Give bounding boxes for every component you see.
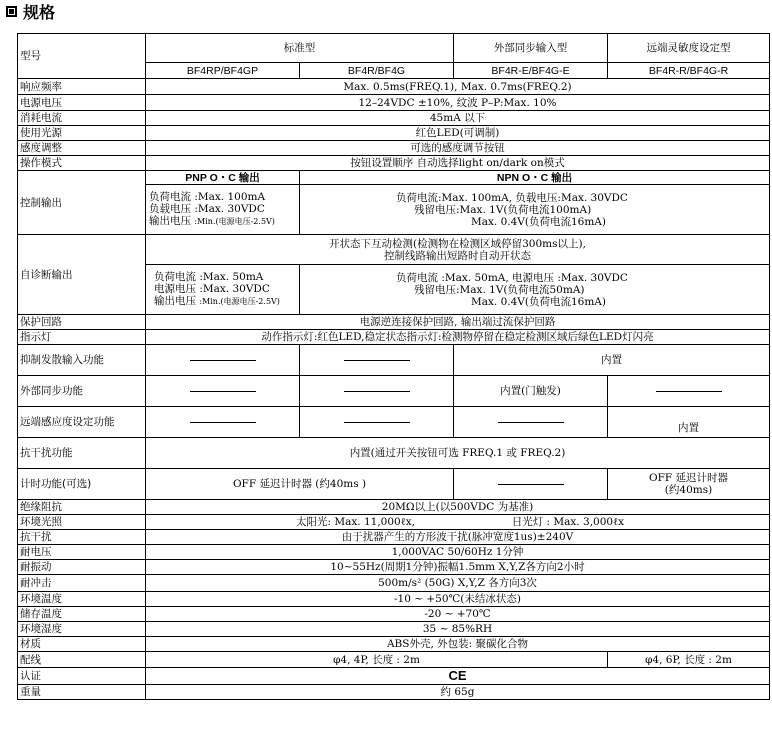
insulation-value: 20MΩ以上(以500VDC 为基准)	[146, 500, 770, 515]
section-title: 规格	[23, 2, 56, 22]
row-label: 绝缘阻抗	[18, 500, 146, 515]
selfdiag-min: :Min.(电源电压-2.5V)	[199, 297, 280, 306]
table-row	[18, 376, 770, 407]
model-label: 型号	[18, 34, 146, 79]
lamp-value: 日光灯 : Max. 3,000ℓx	[511, 516, 625, 528]
row-label: 储存温度	[18, 607, 146, 622]
table-row	[18, 500, 770, 515]
timer-remote-line: (约40ms)	[664, 484, 713, 496]
protection-value: 电源逆连接保护回路, 输出端过流保护回路	[146, 315, 770, 330]
table-row	[18, 515, 770, 530]
model-a: BF4RP/BF4GP	[146, 63, 300, 79]
dash-cell	[454, 469, 608, 500]
table-row	[18, 141, 770, 156]
row-label: 耐电压	[18, 545, 146, 560]
pnp-min: :Min.(电源电压-2.5V)	[194, 217, 275, 226]
antiinterference-value: 内置(通过开关按钮可选 FREQ.1 或 FREQ.2)	[146, 438, 770, 469]
row-label: 响应频率	[18, 79, 146, 95]
dash-line	[498, 422, 564, 423]
sensitivity-value: 可选的感度调节按钮	[146, 141, 770, 156]
ce-mark-icon: CE	[146, 668, 770, 685]
pnp-specs	[146, 185, 300, 235]
cable-value-a: φ4, 4P, 长度 : 2m	[146, 652, 608, 668]
row-label: 抗干扰功能	[18, 438, 146, 469]
section-heading	[6, 0, 55, 22]
row-label: 感度调整	[18, 141, 146, 156]
row-label: 远端感应度设定功能	[18, 407, 146, 438]
sun-value: 太阳光: Max. 11,000ℓx,	[296, 516, 416, 528]
col-sync: 外部同步输入型	[454, 34, 608, 63]
dielectric-value: 1,000VAC 50/60Hz 1分钟	[146, 545, 770, 560]
row-label: 环境温度	[18, 592, 146, 607]
table-row	[18, 345, 770, 376]
pnp-title: PNP O・C 输出	[146, 171, 300, 185]
selfdiag-line: 输出电压	[154, 295, 200, 307]
row-label: 认证	[18, 668, 146, 685]
table-row	[18, 34, 770, 63]
spec-table	[17, 33, 770, 700]
dash-line	[656, 391, 722, 392]
row-label: 操作模式	[18, 156, 146, 171]
col-remote: 远端灵敏度设定型	[608, 34, 770, 63]
model-d: BF4R-R/BF4G-R	[608, 63, 770, 79]
sync-value: 内置(门触发)	[454, 376, 608, 407]
material-value: ABS外壳, 外包装: 聚碳化合物	[146, 637, 770, 652]
row-label: 使用光源	[18, 126, 146, 141]
npn-line: 残留电压:Max. 1V(负荷电流100mA)	[414, 203, 592, 216]
selfdiag-line: 负荷电流 :Max. 50mA, 电源电压 :Max. 30VDC	[396, 271, 628, 284]
indicator-value: 动作指示灯:红色LED,稳定状态指示灯:检测物停留在稳定检测区域后绿色LED灯闪亮	[146, 330, 770, 345]
npn-specs	[300, 185, 770, 235]
table-row	[18, 235, 770, 265]
shock-value: 500m/s² (50G) X,Y,Z 各方向3次	[146, 575, 770, 592]
remote-value: 内置	[608, 407, 770, 438]
table-row	[18, 685, 770, 700]
table-row	[18, 592, 770, 607]
dash-cell	[300, 345, 454, 376]
dash-line	[190, 391, 256, 392]
table-row	[18, 668, 770, 685]
row-label: 外部同步功能	[18, 376, 146, 407]
vibration-value: 10~55Hz(周期1分钟)振幅1.5mm X,Y,Z各方向2小时	[146, 560, 770, 575]
table-row	[18, 652, 770, 668]
mode-value: 按钮设置顺序 自动选择light on/dark on模式	[146, 156, 770, 171]
selfdiag-right	[300, 265, 770, 315]
dash-cell	[300, 407, 454, 438]
pnp-line: 输出电压	[149, 215, 195, 227]
pnp-line: 负荷电流 :Max. 100mA	[149, 191, 266, 203]
table-row	[18, 330, 770, 345]
table-row	[18, 637, 770, 652]
timer-remote	[608, 469, 770, 500]
dash-cell	[146, 345, 300, 376]
table-row	[18, 622, 770, 637]
row-label: 消耗电流	[18, 111, 146, 126]
selfdiag-left	[146, 265, 300, 315]
table-row	[18, 95, 770, 111]
npn-title: NPN O・C 输出	[300, 171, 770, 185]
dash-cell	[146, 376, 300, 407]
table-row	[18, 315, 770, 330]
table-row	[18, 530, 770, 545]
weight-value: 约 65g	[146, 685, 770, 700]
table-row	[18, 126, 770, 141]
temp-value: -10 ~ +50℃(未结冰状态)	[146, 592, 770, 607]
table-row	[18, 156, 770, 171]
cable-value-b: φ4, 6P, 长度 : 2m	[608, 652, 770, 668]
row-label: 自诊断输出	[18, 235, 146, 315]
timer-value: OFF 延迟计时器 (约40ms )	[146, 469, 454, 500]
dash-cell	[608, 376, 770, 407]
table-row	[18, 407, 770, 438]
dash-line	[190, 360, 256, 361]
dash-line	[344, 422, 410, 423]
selfdiag-top-line: 控制线路输出短路时自动开状态	[384, 249, 531, 262]
dash-cell	[454, 407, 608, 438]
row-label: 耐振动	[18, 560, 146, 575]
selfdiag-top	[146, 235, 770, 265]
table-row	[18, 79, 770, 95]
row-label: 重量	[18, 685, 146, 700]
ambient-light-value	[146, 515, 770, 530]
row-label: 控制输出	[18, 171, 146, 235]
selfdiag-line: 残留电压:Max. 1V(负荷电流50mA)	[414, 283, 585, 296]
model-b: BF4R/BF4G	[300, 63, 454, 79]
row-label: 保护回路	[18, 315, 146, 330]
npn-line: 负荷电流:Max. 100mA, 负载电压:Max. 30VDC	[396, 191, 628, 204]
row-label: 抗干扰	[18, 530, 146, 545]
row-label: 指示灯	[18, 330, 146, 345]
selfdiag-line: 电源电压 :Max. 30VDC	[154, 283, 270, 295]
table-row	[18, 111, 770, 126]
noise-value: 由于扰器产生的方形波干扰(脉冲宽度1us)±240V	[146, 530, 770, 545]
selfdiag-top-line: 开状态下互动检测(检测物在检测区域停留300ms以上),	[329, 237, 586, 250]
table-row	[18, 545, 770, 560]
consumption-value: 45mA 以下	[146, 111, 770, 126]
row-label: 计时功能(可选)	[18, 469, 146, 500]
suppress-value: 内置	[454, 345, 770, 376]
table-row	[18, 560, 770, 575]
dash-cell	[146, 407, 300, 438]
timer-remote-line: OFF 延迟计时器	[648, 472, 729, 484]
selfdiag-line: Max. 0.4V(负荷电流16mA)	[471, 295, 606, 308]
response-value: Max. 0.5ms(FREQ.1), Max. 0.7ms(FREQ.2)	[146, 79, 770, 95]
table-row	[18, 607, 770, 622]
humidity-value: 35 ~ 85%RH	[146, 622, 770, 637]
row-label: 电源电压	[18, 95, 146, 111]
dash-cell	[300, 376, 454, 407]
col-standard: 标准型	[146, 34, 454, 63]
dash-line	[498, 484, 564, 485]
row-label: 环境光照	[18, 515, 146, 530]
row-label: 抑制发散输入功能	[18, 345, 146, 376]
selfdiag-line: 负荷电流 :Max. 50mA	[154, 271, 264, 283]
dash-line	[344, 360, 410, 361]
light-value: 红色LED(可调制)	[146, 126, 770, 141]
power-value: 12–24VDC ±10%, 纹波 P–P:Max. 10%	[146, 95, 770, 111]
square-bullet-icon	[6, 6, 17, 17]
table-row	[18, 469, 770, 500]
dash-line	[344, 391, 410, 392]
table-row	[18, 171, 770, 185]
pnp-line: 负载电压 :Max. 30VDC	[149, 203, 265, 215]
storage-value: -20 ~ +70℃	[146, 607, 770, 622]
row-label: 耐冲击	[18, 575, 146, 592]
row-label: 环境湿度	[18, 622, 146, 637]
npn-line: Max. 0.4V(负荷电流16mA)	[471, 215, 606, 228]
model-c: BF4R-E/BF4G-E	[454, 63, 608, 79]
dash-line	[190, 422, 256, 423]
table-row	[18, 438, 770, 469]
row-label: 配线	[18, 652, 146, 668]
row-label: 材质	[18, 637, 146, 652]
table-row	[18, 575, 770, 592]
